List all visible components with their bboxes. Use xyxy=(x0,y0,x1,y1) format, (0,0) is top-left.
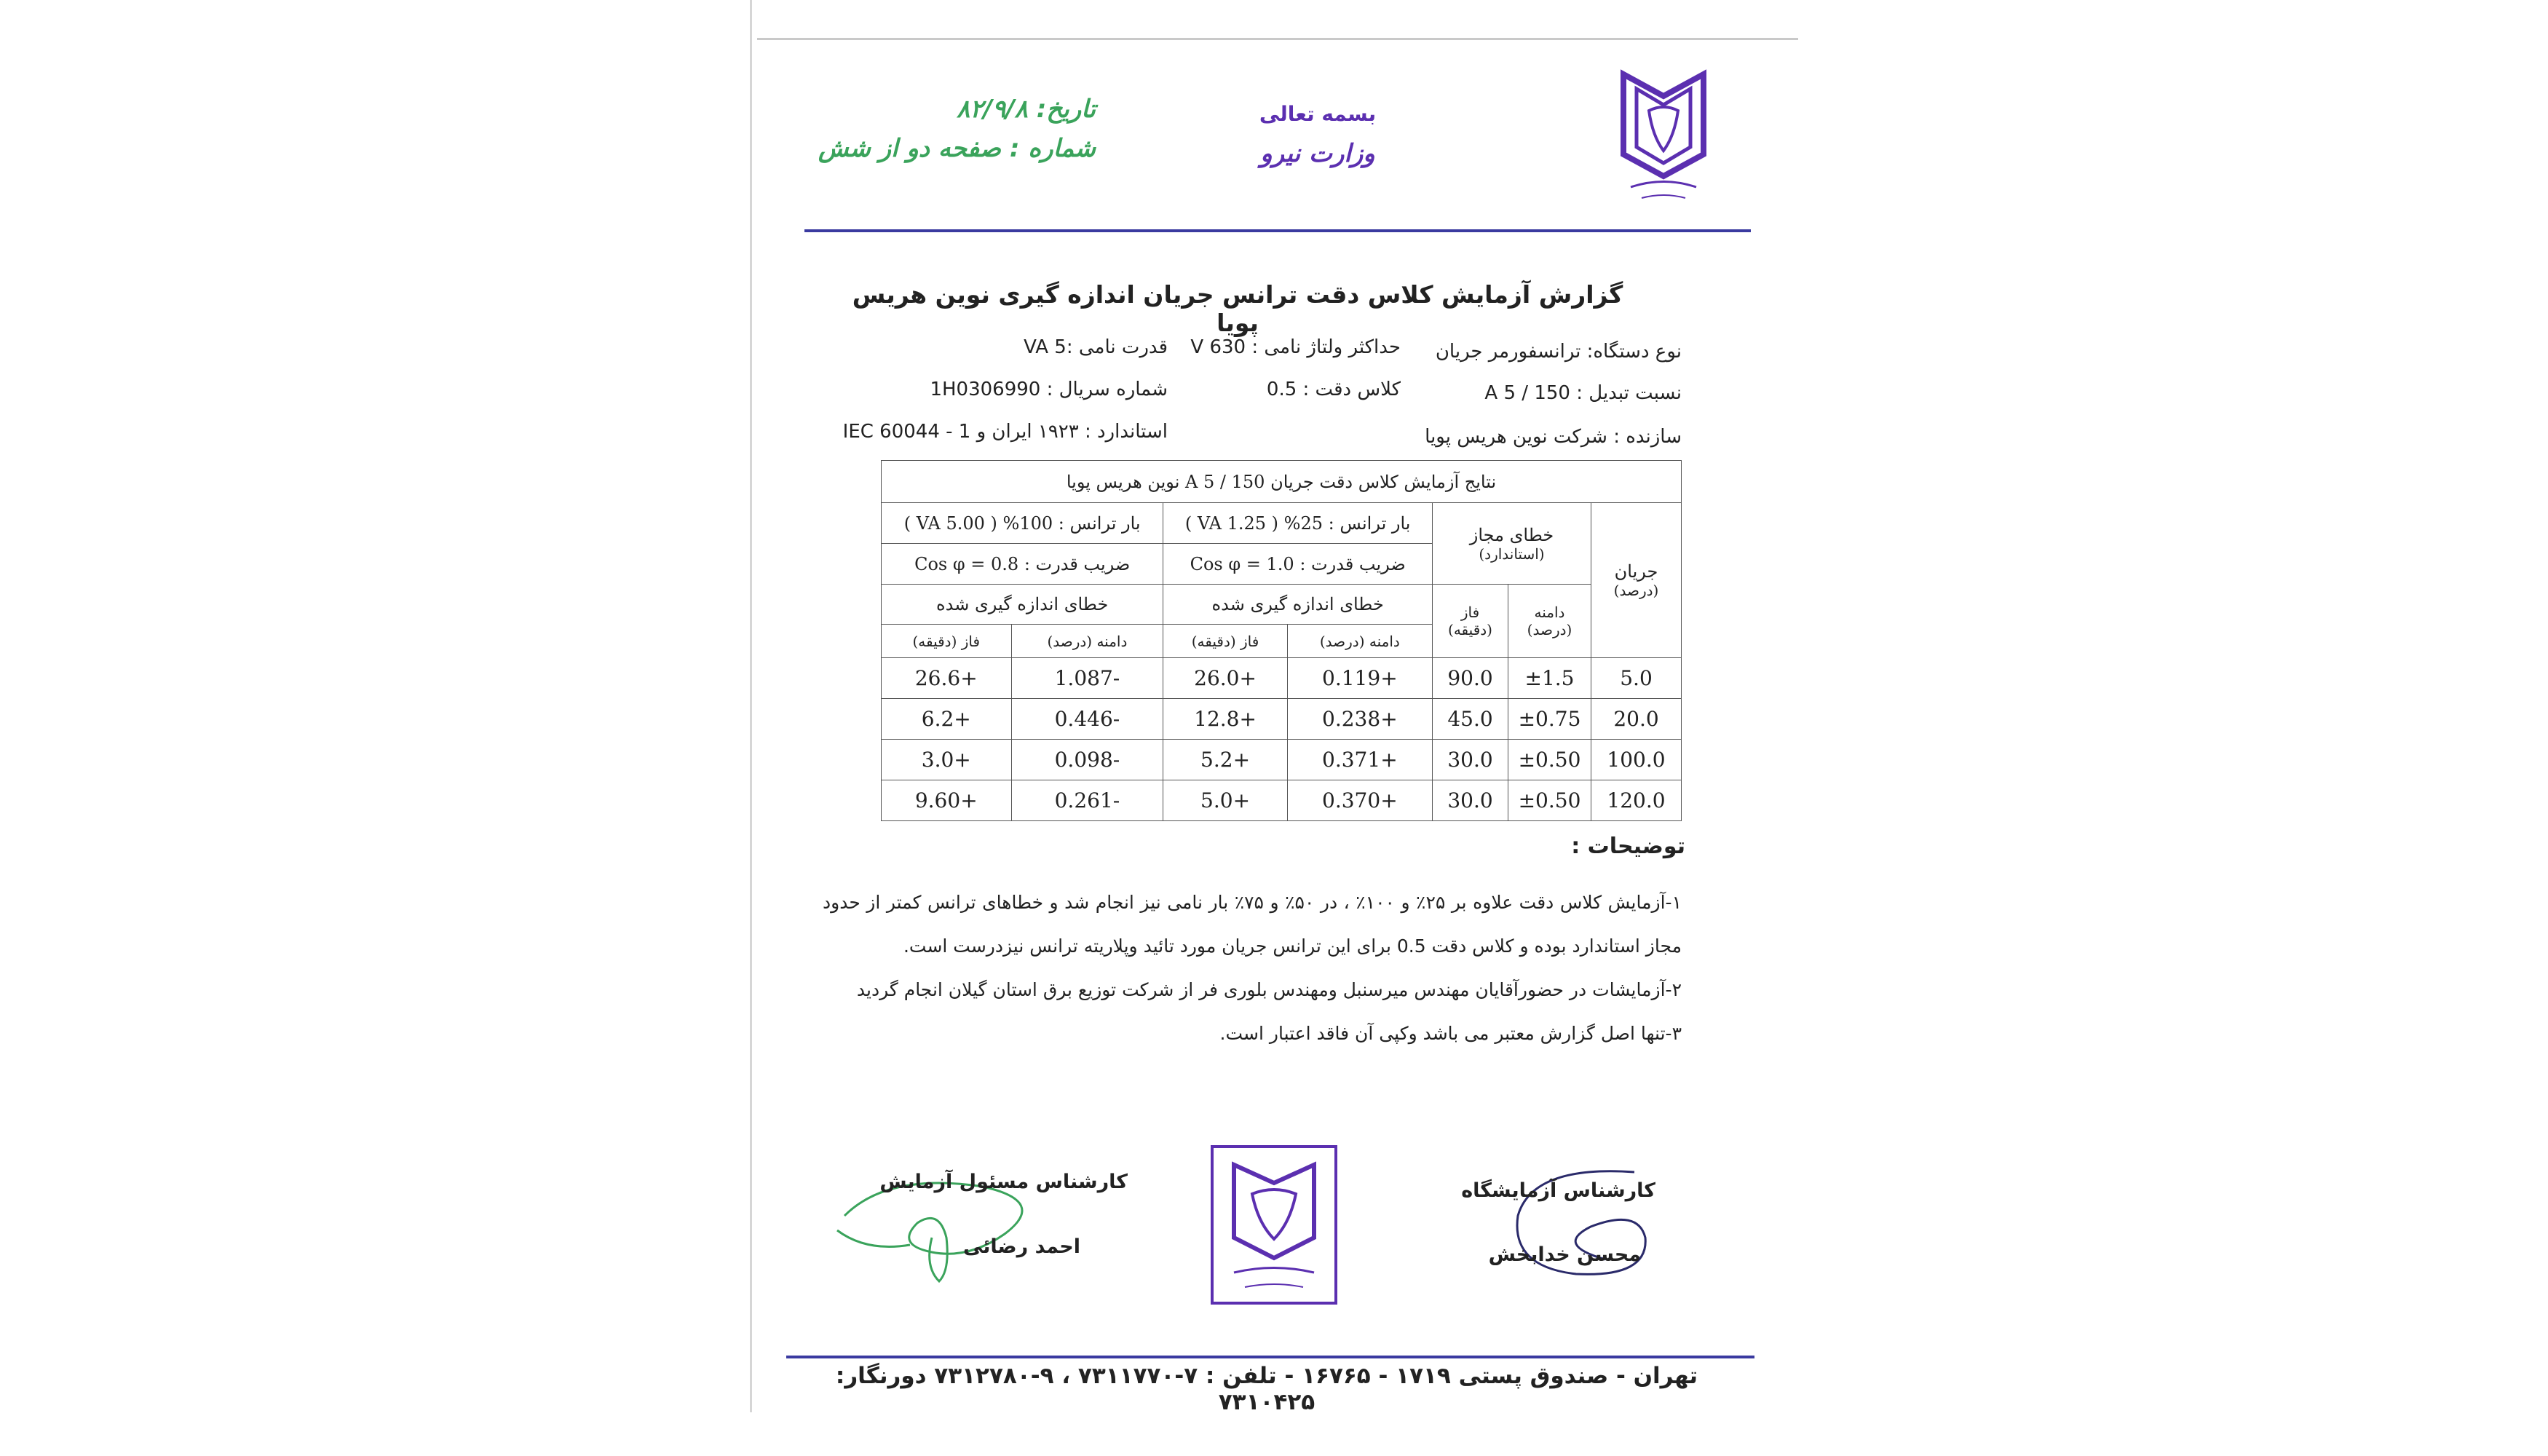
cell-lim-phase: 30.0 xyxy=(1433,780,1508,821)
cell-lim-ratio: ±1.5 xyxy=(1508,658,1591,699)
note-1: ۱-آزمایش کلاس دقت علاوه بر ۲۵٪ و ۱۰۰٪ ، در ۵۰٪ و ۷۵٪ بار نامی نیز انجام شد و خطاهای ترانس کمتر از حدود مجاز استاندارد بوده و کلاس دقت 0.5 برای این ترانس جریان مورد تائید وپلاریته ترانس نیزدرست است. xyxy=(823,892,1682,957)
report-title: گزارش آزمایش کلاس دقت ترانس جریان اندازه گیری نوین هریس پویا xyxy=(852,280,1623,337)
cell-p100: +6.2 xyxy=(882,699,1012,740)
cell-lim-phase: 90.0 xyxy=(1433,658,1508,699)
cell-lim-phase: 45.0 xyxy=(1433,699,1508,740)
cell-r25: +0.238 xyxy=(1287,699,1432,740)
cell-current: 5.0 xyxy=(1591,658,1682,699)
university-stamp-icon xyxy=(1208,1143,1340,1307)
results-table xyxy=(881,460,1682,821)
note-2: ۲-آزمایشات در حضورآقایان مهندس میرسنبل ومهندس بلوری فر از شرکت توزیع برق استان گیلان انجام گردید xyxy=(856,979,1682,1000)
cell-p25: +5.0 xyxy=(1163,780,1287,821)
spec-accuracy-class: کلاس دقت : 0.5 xyxy=(1266,379,1401,400)
current-header-label: جریان xyxy=(1614,561,1658,582)
load25-header: بار ترانس : 25% ( 1.25 VA ) xyxy=(1163,503,1433,544)
date-row xyxy=(790,95,1096,124)
spec-max-voltage: حداکثر ولتاژ نامی : 630 V xyxy=(1190,336,1401,358)
limit-ratio-header xyxy=(1508,585,1591,658)
number-value: صفحه دو از شش xyxy=(818,134,1001,163)
cell-p25: +12.8 xyxy=(1163,699,1287,740)
limit-phase-unit: (دقیقه) xyxy=(1448,621,1492,638)
cell-r100: -0.098 xyxy=(1011,740,1163,780)
date-value: ۸۲/۹/۸ xyxy=(957,95,1028,124)
table-row xyxy=(882,658,1682,699)
header-divider xyxy=(804,229,1751,232)
lab-expert-signature-icon xyxy=(1489,1158,1656,1296)
document-page xyxy=(750,0,1808,1456)
note-3: ۳-تنها اصل گزارش معتبر می باشد وکپی آن فاقد اعتبار است. xyxy=(1219,1023,1682,1044)
cell-lim-ratio: ±0.50 xyxy=(1508,780,1591,821)
notes-title: توضیحات : xyxy=(1571,834,1685,859)
cell-p100: +9.60 xyxy=(882,780,1012,821)
limit-phase-header xyxy=(1433,585,1508,658)
notes xyxy=(823,881,1682,1056)
load100-pf: ضریب قدرت : Cos φ = 0.8 xyxy=(882,544,1163,585)
spec-device-type: نوع دستگاه: ترانسفورمر جریان xyxy=(1435,341,1682,363)
load100-header: بار ترانس : 100% ( 5.00 VA ) xyxy=(882,503,1163,544)
cell-p100: +3.0 xyxy=(882,740,1012,780)
footer-address: تهران - صندوق پستی ۱۷۱۹ - ۱۶۷۶۵ - تلفن : ۷-۷۳۱۱۷۷۰ ، ۹-۷۳۱۲۷۸۰ دورنگار: ۷۳۱۰۴۲۵ xyxy=(835,1363,1698,1415)
cell-r25: +0.371 xyxy=(1287,740,1432,780)
table-row xyxy=(882,780,1682,821)
cell-r100: -0.261 xyxy=(1011,780,1163,821)
table-row xyxy=(882,740,1682,780)
current-header-unit: (درصد) xyxy=(1613,582,1659,599)
date-label: تاریخ: xyxy=(1036,95,1096,124)
spec-manufacturer: سازنده : شرکت نوین هریس پویا xyxy=(1425,426,1682,448)
spec-serial: شماره سریال : 1H0306990 xyxy=(930,379,1168,400)
ministry-name: وزارت نیرو xyxy=(1260,139,1375,168)
cell-r25: +0.119 xyxy=(1287,658,1432,699)
table-row xyxy=(882,699,1682,740)
table-caption: نتایج آزمایش کلاس دقت جریان 150 / 5 A نوین هریس پویا xyxy=(882,461,1682,503)
p25-subheader: فاز (دقیقه) xyxy=(1163,625,1287,658)
cell-p25: +26.0 xyxy=(1163,658,1287,699)
spec-ratio: نسبت تبدیل : 150 / 5 A xyxy=(1484,382,1682,404)
cell-lim-phase: 30.0 xyxy=(1433,740,1508,780)
cell-p25: +5.2 xyxy=(1163,740,1287,780)
cell-r100: -1.087 xyxy=(1011,658,1163,699)
cell-lim-ratio: ±0.75 xyxy=(1508,699,1591,740)
university-logo-icon xyxy=(1609,67,1718,205)
cell-current: 20.0 xyxy=(1591,699,1682,740)
limit-ratio-unit: (درصد) xyxy=(1527,621,1572,638)
limit-header-sub: (استاندارد) xyxy=(1479,545,1545,563)
limit-ratio-label: دامنه xyxy=(1534,604,1565,621)
r100-subheader: دامنه (درصد) xyxy=(1011,625,1163,658)
header-center xyxy=(1201,102,1434,168)
page-left-edge xyxy=(750,0,752,1412)
lab-expert-title: کارشناس آزمایشگاه xyxy=(1461,1179,1655,1202)
cell-lim-ratio: ±0.50 xyxy=(1508,740,1591,780)
cell-r100: -0.446 xyxy=(1011,699,1163,740)
measured25-header: خطای اندازه گیری شده xyxy=(1163,585,1433,625)
responsible-name: احمد رضائی xyxy=(962,1235,1080,1258)
r25-subheader: دامنه (درصد) xyxy=(1287,625,1432,658)
cell-p100: +26.6 xyxy=(882,658,1012,699)
spec-rated-power: قدرت نامی :5 VA xyxy=(1024,336,1168,358)
cell-current: 100.0 xyxy=(1591,740,1682,780)
footer-divider xyxy=(786,1356,1754,1358)
current-header xyxy=(1591,503,1682,658)
lab-expert-name: محسن خدابخش xyxy=(1488,1243,1641,1266)
cell-current: 120.0 xyxy=(1591,780,1682,821)
bismillah: بسمه تعالی xyxy=(1259,102,1377,126)
measured100-header: خطای اندازه گیری شده xyxy=(882,585,1163,625)
limit-header xyxy=(1433,503,1591,585)
number-row xyxy=(790,134,1096,163)
cell-r25: +0.370 xyxy=(1287,780,1432,821)
load25-pf: ضریب قدرت : Cos φ = 1.0 xyxy=(1163,544,1433,585)
number-label: شماره : xyxy=(1009,134,1096,163)
spec-standard: استاندارد : ۱۹۲۳ ایران و IEC 60044 - 1 xyxy=(842,421,1168,443)
p100-subheader: فاز (دقیقه) xyxy=(882,625,1012,658)
responsible-title: کارشناس مسئول آزمایش xyxy=(879,1171,1128,1193)
page-top-rule xyxy=(757,38,1798,40)
header-meta xyxy=(790,95,1096,173)
limit-phase-label: فاز xyxy=(1460,604,1480,621)
limit-header-label: خطای مجاز xyxy=(1469,524,1554,545)
